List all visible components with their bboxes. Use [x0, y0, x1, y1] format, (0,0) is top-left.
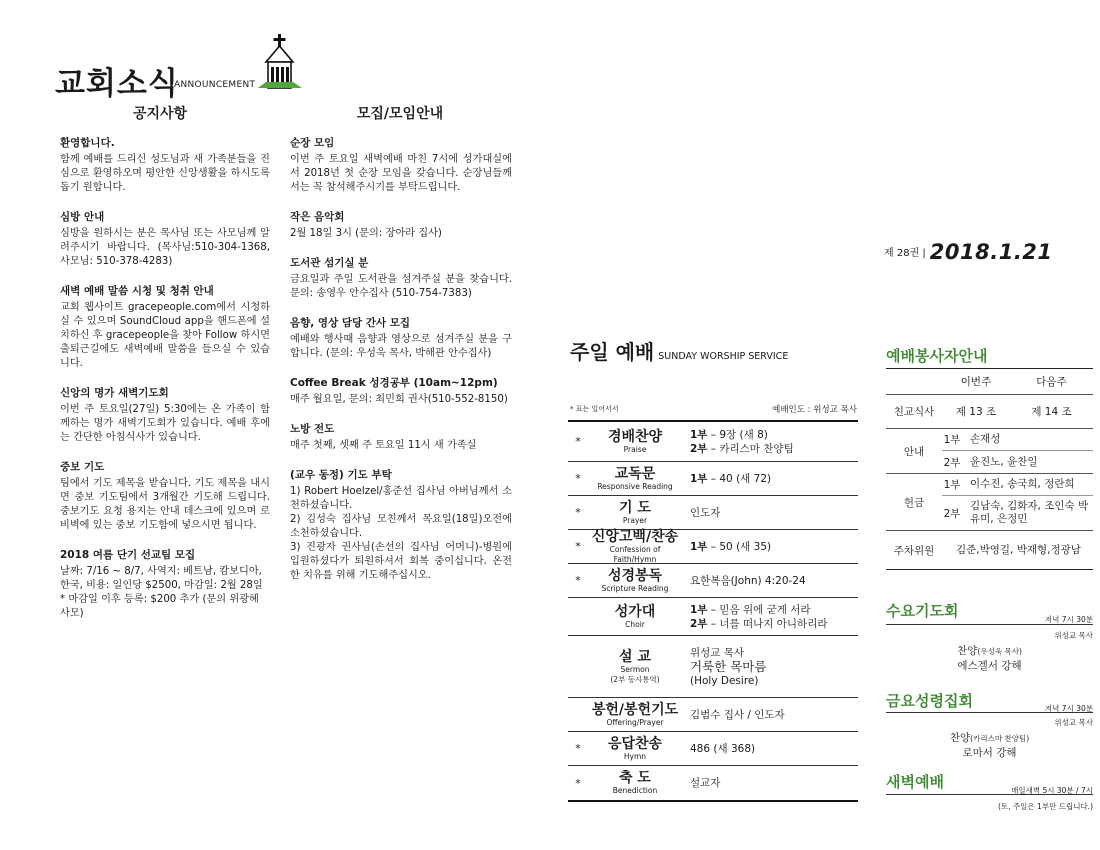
order-note: (2부 동시통역) — [610, 674, 660, 684]
notice-body: 팀에서 기도 제목을 받습니다. 기도 제목을 내시면 중보 기도팀에서 3개월간 기도해 드립니다. 중보기도 요청 용지는 안내 데스크에 있으며 로비벽에 있는 중보 기도함에 넣으시면 됩니다. — [60, 478, 270, 531]
detail-text: (Holy Desire) — [690, 674, 759, 687]
detail-text: – 너를 떠나지 아니하리라 — [707, 617, 828, 630]
group-item — [290, 136, 512, 195]
detail-label: 2부 — [690, 442, 708, 455]
group-body: 매주 첫째, 셋째 주 토요일 11시 새 가족실 — [290, 440, 477, 451]
order-ko: 축 도 — [619, 770, 651, 786]
order-en: Hymn — [623, 751, 647, 761]
worship-order-table — [568, 420, 858, 802]
order-ko: 기 도 — [619, 499, 651, 516]
notice-title: 새벽 예배 말씀 시청 및 청취 안내 — [60, 285, 214, 297]
bulletin-title: 교회소식 — [55, 66, 179, 102]
order-row — [568, 564, 858, 598]
serve-sub-value: 김남숙, 김화자, 조인숙 박유미, 은정민 — [970, 500, 1089, 525]
order-name — [588, 427, 682, 457]
group-title: 순장 모임 — [290, 137, 335, 149]
notice-item — [60, 386, 270, 445]
worship-title: 주일 예배 — [570, 340, 655, 364]
issue-info — [884, 240, 1053, 264]
group-title: 도서관 섬기실 분 — [290, 257, 369, 269]
group-title: 작은 음악회 — [290, 211, 345, 223]
detail-text: – 9장 (새 8) — [707, 428, 768, 441]
order-name — [588, 768, 682, 798]
friday-text: 로마서 강해 — [962, 747, 1017, 759]
wednesday-text: 에스겔서 강해 — [957, 660, 1022, 672]
order-detail: 김범수 집사 / 인도자 — [690, 708, 785, 721]
detail-text: 위성교 목사 — [690, 646, 745, 659]
group-body: 예배와 행사때 음향과 영상으로 섬겨주실 분을 구합니다. (문의: 우성욱 목사, 박해관 안수집사) — [290, 334, 512, 359]
stand-mark: * — [575, 574, 581, 587]
serve-sub-label: 1부 — [943, 434, 961, 446]
order-row — [568, 636, 858, 698]
detail-text: – 40 (새 72) — [707, 472, 772, 485]
serve-role: 안내 — [903, 445, 925, 458]
detail-label: 1부 — [690, 540, 708, 553]
order-row — [568, 496, 858, 530]
detail-text: – 믿음 위에 굳게 서라 — [707, 603, 811, 616]
notice-title: 중보 기도 — [60, 461, 105, 473]
order-detail — [682, 472, 858, 486]
order-row — [568, 598, 858, 636]
issue-volume: 제 28권 | — [884, 248, 926, 259]
group-body: 이번 주 토요일 새벽예배 마친 7시에 성가대실에서 2018년 첫 순장 모임을 갖습니다. 순장님들께서는 꼭 참석해주시기를 부탁드립니다. — [290, 154, 512, 193]
wednesday-body — [886, 644, 1093, 673]
group-body: 1) Robert Hoelzel/홍준선 집사님 아버님께서 소천하셨습니다. 2) 김성숙 집사님 모친께서 목요일(18일)오전에 소천하셨습니다. 3) 진광자 권사님(손선의 집사님 어머니)-병원에 입원하셨다가 퇴원하셔서 회복 중이십니다. 온전한 치유를 위해 기도해주십시오. — [290, 486, 512, 581]
order-detail — [682, 603, 858, 631]
praise-note: (카리스마 찬양팀) — [970, 734, 1030, 743]
serve-row-parking — [886, 531, 1093, 569]
order-en: Sermon — [620, 664, 650, 674]
dawn-note: (토, 주일은 1부만 드립니다.) — [998, 802, 1093, 811]
serve-value: 김준,박영길, 박재형,정광남 — [956, 543, 1081, 556]
wednesday-time: 저녁 7시 30분 — [1044, 615, 1093, 624]
col-this-week: 이번주 — [960, 376, 992, 388]
notice-heading: 공지사항 — [132, 106, 188, 122]
stand-mark: * — [575, 540, 581, 553]
notice-item — [60, 548, 270, 621]
order-ko: 설 교 — [619, 648, 651, 665]
wednesday-title: 수요기도회 — [886, 602, 959, 620]
order-detail: 설교자 — [690, 777, 721, 789]
group-body: 2월 18일 3시 (문의: 장아라 집사) — [290, 228, 442, 239]
notice-body: 교회 웹사이트 gracepeople.com에서 시청하실 수 있으며 SoundCloud app을 핸드폰에 설치하신 후 gracepeople을 찾아 Follow 하시면 출퇴근길에도 새벽예배 말씀을 들으실 수 있습니다. — [60, 302, 270, 369]
serve-sub-label: 2부 — [943, 456, 961, 469]
order-en: Choir — [625, 619, 645, 629]
order-name — [588, 527, 682, 567]
order-name — [588, 464, 682, 494]
serve-sub-value: 윤진노, 윤찬일 — [970, 455, 1038, 468]
dawn-title: 새벽예배 — [886, 773, 944, 791]
worship-title-en: SUNDAY WORSHIP SERVICE — [658, 351, 789, 362]
order-row — [568, 530, 858, 564]
serve-row-fellowship — [886, 395, 1093, 429]
dawn-time: 매일새벽 5시 30분 / 7시 — [1011, 786, 1093, 795]
serve-sub-value: 이수진, 송국희, 정란희 — [970, 478, 1075, 490]
group-list — [290, 136, 512, 598]
serve-row-offering — [886, 474, 1093, 531]
divider — [886, 624, 1093, 625]
order-detail: 486 (새 368) — [690, 742, 756, 755]
notice-item — [60, 460, 270, 533]
serve-sub-row — [942, 496, 1093, 530]
stand-mark: * — [575, 742, 581, 755]
group-heading: 모집/모임안내 — [356, 106, 444, 122]
praise-note: (우성욱 목사) — [977, 647, 1022, 656]
order-detail: 인도자 — [690, 506, 721, 519]
wednesday-speaker: 위성교 목사 — [1054, 631, 1093, 640]
detail-text: – 카리스마 찬양팀 — [707, 442, 794, 455]
order-detail — [682, 540, 858, 554]
group-title: (교우 동정) 기도 부탁 — [290, 469, 392, 481]
detail-label: 1부 — [690, 428, 708, 441]
serve-this: 제 13 조 — [955, 406, 997, 418]
stand-mark: * — [575, 435, 581, 448]
group-title: Coffee Break 성경공부 (10am~12pm) — [290, 377, 498, 389]
group-item — [290, 468, 512, 583]
group-body: 매주 월요일, 문의: 최민희 권사(510-552-8150) — [290, 394, 508, 405]
notice-item — [60, 284, 270, 371]
friday-title: 금요성령집회 — [886, 692, 973, 710]
worship-leader: 예배인도 : 위성교 목사 — [772, 405, 857, 415]
group-item — [290, 256, 512, 301]
notice-list — [60, 136, 270, 636]
detail-label: 2부 — [690, 617, 708, 630]
group-item — [290, 316, 512, 361]
order-row — [568, 462, 858, 496]
detail-label: 1부 — [690, 603, 708, 616]
order-en: Prayer — [622, 515, 648, 525]
serve-sub — [942, 429, 1093, 473]
detail-text: – 50 (새 35) — [707, 540, 772, 553]
order-name — [588, 566, 682, 596]
serve-header-row — [886, 369, 1093, 395]
group-item — [290, 210, 512, 241]
serve-role: 헌금 — [903, 496, 925, 509]
serve-role: 주차위원 — [893, 544, 935, 557]
order-ko: 성경봉독 — [607, 567, 663, 584]
notice-title: 2018 여름 단기 선교팀 모집 — [60, 549, 196, 561]
divider — [886, 794, 1093, 795]
order-name — [588, 734, 682, 764]
friday-speaker: 위성교 목사 — [1054, 718, 1093, 727]
notice-item — [60, 136, 270, 195]
notice-body: 날짜: 7/16 ~ 8/7, 사역지: 베트남, 캄보디아, 한국, 비용: 일인당 $2500, 마감일: 2월 28일 * 마감일 이후 등록: $200 추가 (문의 위광혜 사모) — [60, 566, 263, 619]
serve-sub-row — [942, 429, 1093, 451]
order-row — [568, 766, 858, 800]
stand-mark: * — [575, 506, 581, 519]
worship-heading — [570, 336, 788, 365]
divider — [886, 712, 1093, 713]
sermon-title: 거룩한 목마름 — [690, 658, 767, 674]
order-name — [588, 647, 682, 687]
serve-sub-label: 1부 — [943, 479, 961, 491]
notice-item — [60, 210, 270, 269]
order-detail — [682, 428, 858, 456]
order-en: Scripture Reading — [601, 583, 669, 593]
group-title: 노방 전도 — [290, 423, 335, 435]
serve-next: 제 14 조 — [1031, 406, 1072, 418]
order-name — [588, 700, 682, 730]
notice-title: 환영합니다. — [60, 137, 115, 149]
order-name — [588, 602, 682, 632]
order-en: Praise — [623, 444, 647, 454]
group-title: 음향, 영상 담당 간사 모집 — [290, 317, 411, 329]
group-body: 금요일과 주일 도서관을 섬겨주실 분을 찾습니다. 문의: 송영우 안수집사 (510-754-7383) — [290, 274, 512, 299]
notice-title: 심방 안내 — [60, 211, 105, 223]
group-item — [290, 376, 512, 407]
notice-body: 함께 예배를 드리신 성도님과 새 가족분들을 진심으로 환영하오며 평안한 신앙생활을 하시도록 돕기 원합니다. — [60, 154, 270, 193]
serve-sub-value: 손재성 — [970, 433, 1001, 445]
group-item — [290, 422, 512, 453]
order-ko: 교독문 — [614, 465, 656, 482]
stand-mark: * — [575, 472, 581, 485]
praise-label: 찬양 — [957, 645, 978, 657]
detail-label: 1부 — [690, 472, 708, 485]
notice-title: 신앙의 명가 새벽기도회 — [60, 387, 169, 399]
order-row — [568, 698, 858, 732]
issue-date: 2018.1.21 — [929, 240, 1053, 264]
order-ko: 신앙고백/찬송 — [591, 528, 679, 545]
order-ko: 응답찬송 — [607, 735, 663, 752]
serve-sub-row — [942, 451, 1093, 473]
serve-sub-label: 2부 — [943, 507, 961, 520]
stand-mark: * — [575, 776, 581, 790]
order-en: Confession of Faith/Hymn — [609, 544, 661, 564]
friday-body — [886, 731, 1093, 760]
serve-heading: 예배봉사자안내 — [886, 347, 988, 365]
notice-body: 심방을 원하시는 분은 목사님 또는 사모님께 알려주시기 바랍니다. (목사님:510-304-1368, 사모님: 510-378-4283) — [60, 228, 270, 267]
order-en: Benediction — [612, 786, 658, 795]
order-ko: 봉헌/봉헌기도 — [591, 701, 679, 718]
order-row — [568, 732, 858, 766]
serve-table — [886, 368, 1093, 570]
notice-body: 이번 주 토요일(27일) 5:30에는 온 가족이 함께하는 명가 새벽기도회가 있습니다. 예배 후에는 간단한 아침식사가 있습니다. — [60, 404, 270, 443]
order-en: Offering/Prayer — [606, 717, 664, 727]
order-en: Responsive Reading — [597, 481, 673, 491]
order-row — [568, 422, 858, 462]
order-detail: 요한복음(John) 4:20-24 — [690, 574, 806, 587]
stand-note: * 표는 일어서서 — [570, 405, 619, 413]
serve-sub-row — [942, 474, 1093, 496]
serve-row-usher — [886, 429, 1093, 474]
friday-time: 저녁 7시 30분 — [1044, 704, 1093, 713]
col-next-week: 다음주 — [1036, 376, 1067, 388]
bulletin-subtitle: ANNOUNCEMENT — [174, 80, 256, 90]
order-detail — [682, 646, 858, 688]
church-icon — [258, 32, 304, 90]
serve-role: 친교식사 — [893, 406, 935, 418]
order-name — [588, 498, 682, 528]
order-ko: 성가대 — [614, 603, 656, 620]
order-ko: 경배찬양 — [607, 428, 663, 445]
serve-sub — [942, 474, 1093, 530]
praise-label: 찬양 — [949, 732, 971, 744]
